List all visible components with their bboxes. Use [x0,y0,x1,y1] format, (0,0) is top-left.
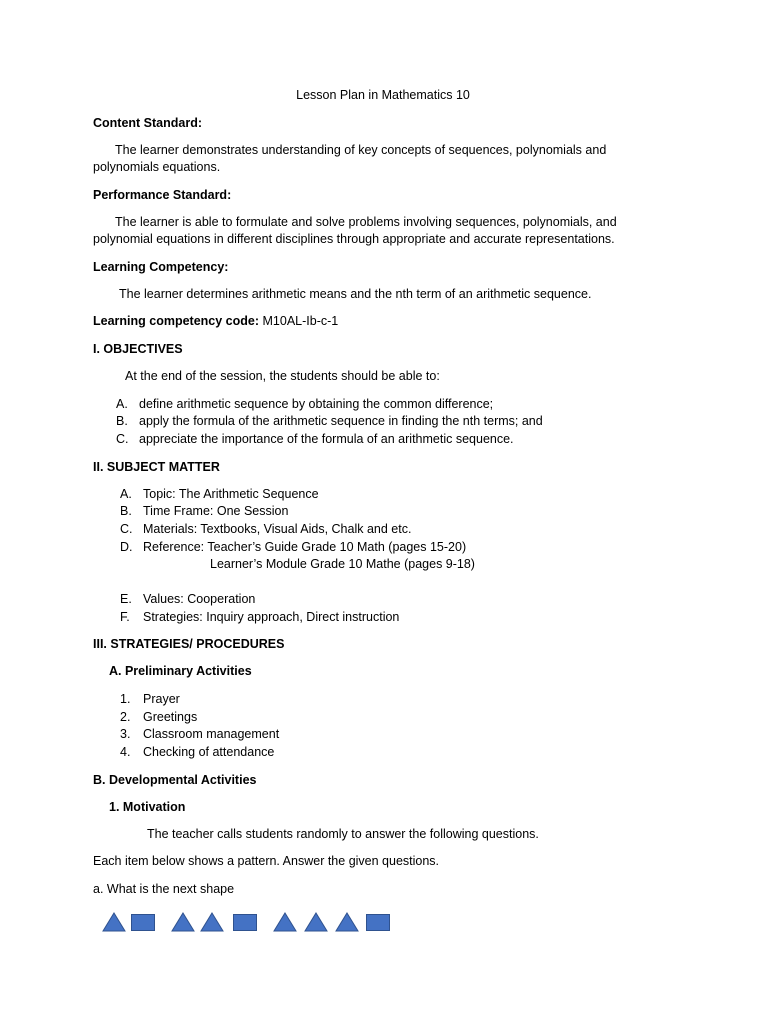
developmental-heading: B. Developmental Activities [93,773,257,787]
performance-standard-line-2: polynomial equations in different disciplines through appropriate and accurate representations. [93,232,615,246]
list-text: Classroom management [143,727,280,741]
content-standard-line-1: The learner demonstrates understanding of key concepts of sequences, polynomials and [115,143,607,157]
objectives-intro: At the end of the session, the students should be able to: [125,369,440,383]
list-marker: F. [120,610,130,624]
list-text: Prayer [143,692,180,706]
learning-competency-text: The learner determines arithmetic means and the nth term of an arithmetic sequence. [119,287,592,301]
list-text: Greetings [143,710,198,724]
triangle-shape [304,912,328,932]
document-title: Lesson Plan in Mathematics 10 [296,88,470,102]
pattern-shapes [100,910,400,936]
list-marker: B. [116,414,128,428]
triangle-shape [335,912,359,932]
square-shape [366,912,390,932]
list-text: Strategies: Inquiry approach, Direct instruction [143,610,400,624]
list-text: apply the formula of the arithmetic sequence in finding the nth terms; and [139,414,543,428]
list-marker: B. [120,504,132,518]
list-marker: C. [116,432,129,446]
content-standard-heading: Content Standard: [93,116,203,130]
list-marker: 2. [120,710,131,724]
document-page [93,0,673,1024]
pattern-instruction: Each item below shows a pattern. Answer the given questions. [93,854,440,868]
list-marker: 1. [120,692,131,706]
list-text: Reference: Teacher’s Guide Grade 10 Math (pages 15-20) [143,540,467,554]
performance-standard-heading: Performance Standard: [93,188,232,202]
teacher-instruction: The teacher calls students randomly to answer the following questions. [147,827,539,841]
content-standard-line-2: polynomials equations. [93,160,221,174]
list-text: Values: Cooperation [143,592,256,606]
list-marker: E. [120,592,132,606]
list-text: Topic: The Arithmetic Sequence [143,487,319,501]
competency-code [93,313,338,331]
triangle-shape [273,912,297,932]
objectives-heading: I. OBJECTIVES [93,342,183,356]
motivation-heading: 1. Motivation [109,800,186,814]
list-marker: 4. [120,745,131,759]
list-marker: C. [120,522,133,536]
competency-code-value: M10AL-Ib-c-1 [262,314,339,328]
learning-competency-heading: Learning Competency: [93,260,229,274]
triangle-shape [200,912,224,932]
triangle-shape [102,912,126,932]
preliminary-heading: A. Preliminary Activities [109,664,252,678]
list-text: define arithmetic sequence by obtaining the common difference; [139,397,494,411]
subject-item-continuation: Learner’s Module Grade 10 Mathe (pages 9-18) [210,557,475,571]
procedures-heading: III. STRATEGIES/ PROCEDURES [93,637,285,651]
list-marker: 3. [120,727,131,741]
triangle-shape [171,912,195,932]
list-marker: A. [120,487,132,501]
competency-code-label: Learning competency code: [93,314,260,328]
square-shape [131,912,155,932]
list-text: Time Frame: One Session [143,504,289,518]
square-shape [233,912,257,932]
list-marker: A. [116,397,128,411]
list-text: Materials: Textbooks, Visual Aids, Chalk and etc. [143,522,412,536]
performance-standard-line-1: The learner is able to formulate and solve problems involving sequences, polynomials, and [115,215,617,229]
list-marker: D. [120,540,133,554]
list-text: appreciate the importance of the formula of an arithmetic sequence. [139,432,514,446]
subject-matter-heading: II. SUBJECT MATTER [93,460,220,474]
question-a: a. What is the next shape [93,882,235,896]
list-text: Checking of attendance [143,745,275,759]
